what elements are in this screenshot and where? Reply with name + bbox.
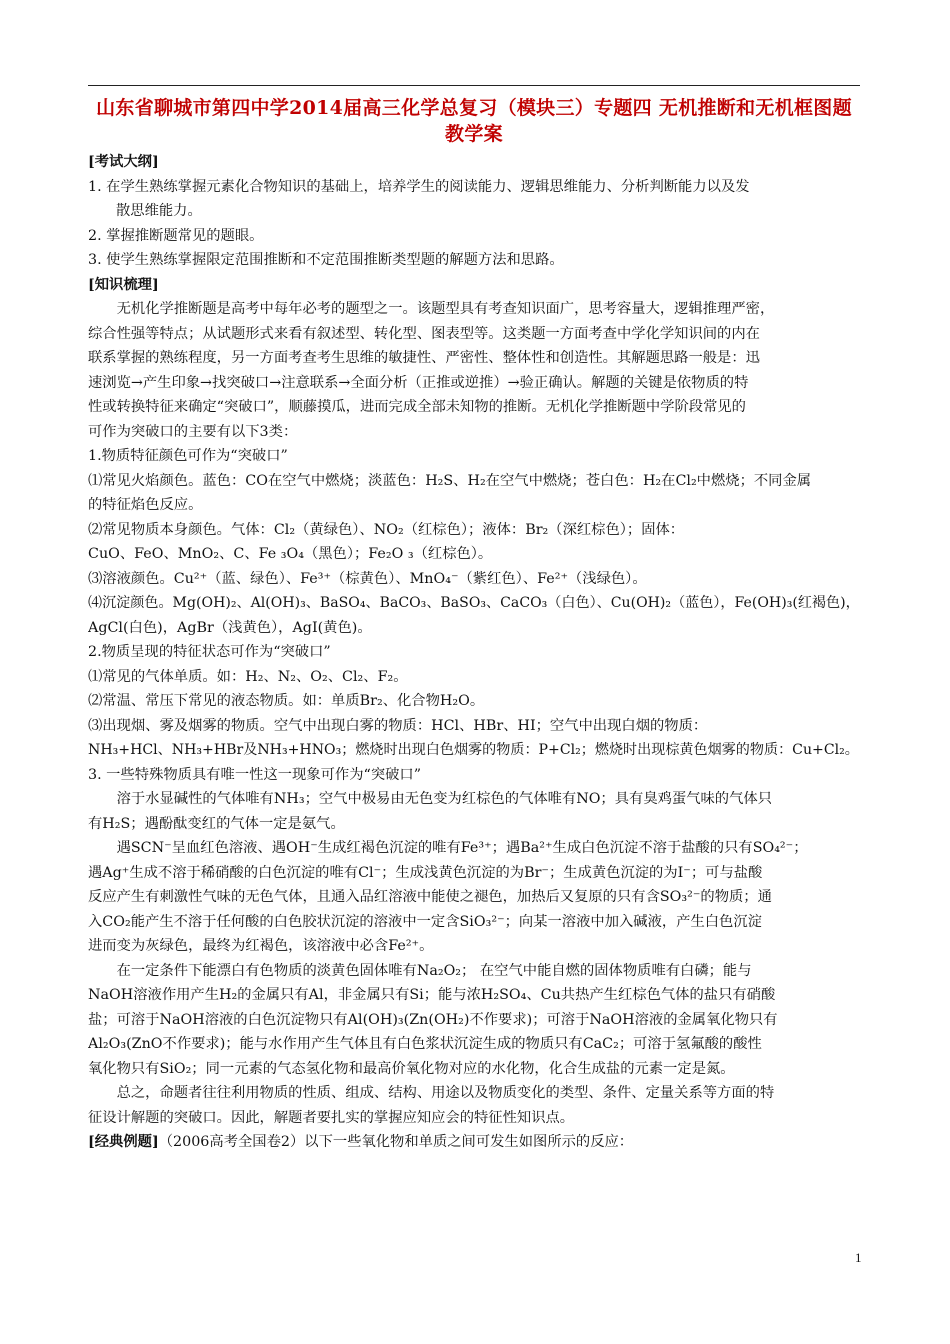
body-line: ⑴常见火焰颜色。蓝色：CO在空气中燃烧；淡蓝色：H₂S、H₂在空气中燃烧；苍白色：H₂在Cl₂中燃烧；不同金属 [88, 472, 812, 489]
document-body [88, 150, 860, 1155]
body-line: ⑷沉淀颜色。Mg(OH)₂、Al(OH)₃、BaSO₄、BaCO₃、BaSO₃、CaCO₃（白色）、Cu(OH)₂（蓝色），Fe(OH)₃(红褐色)， [88, 595, 860, 611]
body-line: 入CO₂能产生不溶于任何酸的白色胶状沉淀的溶液中一定含SiO₃²⁻；向某一溶液中加入碱液，产生白色沉淀 [88, 913, 762, 930]
body-line: ⑵常温、常压下常见的液态物质。如：单质Br₂、化合物H₂O。 [88, 693, 485, 709]
body-line: 速浏览→产生印象→找突破口→注意联系→全面分析（正推或逆推）→验正确认。解题的关键是依物质的特 [88, 374, 749, 391]
body-line: 遇SCN⁻呈血红色溶液、遇OH⁻生成红褐色沉淀的唯有Fe³⁺；遇Ba²⁺生成白色沉淀不溶于盐酸的只有SO₄²⁻； [116, 840, 808, 856]
section-heading-example: [经典例题] [88, 1134, 159, 1150]
section-heading-knowledge: [知识梳理] [88, 276, 159, 293]
body-line: 3. 使学生熟练掌握限定范围推断和不定范围推断类型题的解题方法和思路。 [88, 252, 564, 268]
body-line: 散思维能力。 [116, 203, 202, 219]
body-line: ⑶溶液颜色。Cu²⁺（蓝、绿色）、Fe³⁺（棕黄色）、MnO₄⁻（紫红色）、Fe²⁺（浅绿色）。 [88, 570, 647, 587]
body-line: 的特征焰色反应。 [88, 497, 203, 513]
body-line: 无机化学推断题是高考中每年必考的题型之一。该题型具有考查知识面广，思考容量大，逻辑推理严密， [116, 301, 775, 317]
document-title: 山东省聊城市第四中学2014届高三化学总复习（模块三）专题四 无机推断和无机框图题教学案 [96, 97, 852, 145]
example-text: （2006高考全国卷2）以下一些氧化物和单质之间可发生如图所示的反应： [158, 1134, 634, 1150]
example-line [88, 1130, 860, 1155]
body-line: CuO、FeO、MnO₂、C、Fe ₃O₄（黑色）；Fe₂O ₃（红棕色）。 [88, 546, 493, 562]
body-line: 氧化物只有SiO₂；同一元素的气态氢化物和最高价氧化物对应的水化物，化合生成盐的元素一定是氮。 [88, 1060, 735, 1077]
body-line: 2.物质呈现的特征状态可作为“突破口” [88, 644, 331, 660]
body-line: NaOH溶液作用产生H₂的金属只有Al，非金属只有Si；能与浓H₂SO₄、Cu共热产生红棕色气体的盐只有硝酸 [88, 987, 776, 1003]
body-line: ⑶出现烟、雾及烟雾的物质。空气中出现白雾的物质：HCl、HBr、HI；空气中出现白烟的物质： [88, 717, 708, 734]
body-line: 总之，命题者往往利用物质的性质、组成、结构、用途以及物质变化的类型、条件、定量关系等方面的特 [116, 1085, 775, 1101]
body-line: 可作为突破口的主要有以下3类： [88, 423, 298, 440]
body-line: 性或转换特征来确定“突破口”，顺藤摸瓜，进而完成全部未知物的推断。无机化学推断题中学阶段常见的 [88, 399, 746, 415]
body-line: 2. 掌握推断题常见的题眼。 [88, 227, 264, 244]
body-line: ⑵常见物质本身颜色。气体：Cl₂（黄绿色）、NO₂（红棕色）；液体：Br₂（深红棕色）；固体： [88, 521, 685, 538]
body-line: 1.物质特征颜色可作为“突破口” [88, 448, 288, 464]
body-line: 盐；可溶于NaOH溶液的白色沉淀物只有Al(OH)₃(Zn(OH₂)不作要求)；可溶于NaOH溶液的金属氧化物只有 [88, 1011, 778, 1028]
body-line: AgCl(白色)，AgBr（浅黄色），AgI(黄色)。 [88, 619, 372, 636]
body-line: 在一定条件下能漂白有色物质的淡黄色固体唯有Na₂O₂； 在空气中能自燃的固体物质唯有白磷；能与 [116, 962, 752, 979]
body-line: 征设计解题的突破口。因此，解题者要扎实的掌握应知应会的特征性知识点。 [88, 1109, 575, 1126]
body-line: 反应产生有刺激性气味的无色气体，且通入品红溶液中能使之褪色，加热后又复原的只有含SO₃²⁻的物质；通 [88, 889, 772, 905]
body-line: 综合性强等特点；从试题形式来看有叙述型、转化型、图表型等。这类题一方面考查中学化学知识间的内在 [88, 325, 760, 342]
section-heading-exam-outline: [考试大纲] [88, 154, 159, 170]
body-line: 联系掌握的熟练程度，另一方面考查考生思维的敏捷性、严密性、整体性和创造性。其解题思路一般是：迅 [88, 350, 760, 366]
body-line: 1. 在学生熟练掌握元素化合物知识的基础上，培养学生的阅读能力、逻辑思维能力、分析判断能力以及发 [88, 178, 750, 195]
body-line: 遇Ag⁺生成不溶于稀硝酸的白色沉淀的唯有Cl⁻；生成浅黄色沉淀的为Br⁻；生成黄色沉淀的为I⁻；可与盐酸 [88, 864, 763, 881]
page-number: 1 [855, 1250, 862, 1265]
body-line: 有H₂S；遇酚酞变红的气体一定是氨气。 [88, 815, 345, 832]
body-line: 3. 一些特殊物质具有唯一性这一现象可作为“突破口” [88, 766, 422, 783]
header-rule [88, 85, 860, 86]
body-line: NH₃+HCl、NH₃+HBr及NH₃+HNO₃；燃烧时出现白色烟雾的物质：P+Cl₂；燃烧时出现棕黄色烟雾的物质：Cu+Cl₂。 [88, 742, 859, 758]
body-line: Al₂O₃(ZnO不作要求)；能与水作用产生气体且有白色浆状沉淀生成的物质只有CaC₂；可溶于氢氟酸的酸性 [88, 1036, 762, 1052]
body-line: 进而变为灰绿色，最终为红褐色，该溶液中必含Fe²⁺。 [88, 938, 434, 954]
body-line: ⑴常见的气体单质。如：H₂、N₂、O₂、Cl₂、F₂。 [88, 668, 408, 685]
body-line: 溶于水显碱性的气体唯有NH₃；空气中极易由无色变为红棕色的气体唯有NO；具有臭鸡蛋气味的气体只 [116, 791, 772, 807]
